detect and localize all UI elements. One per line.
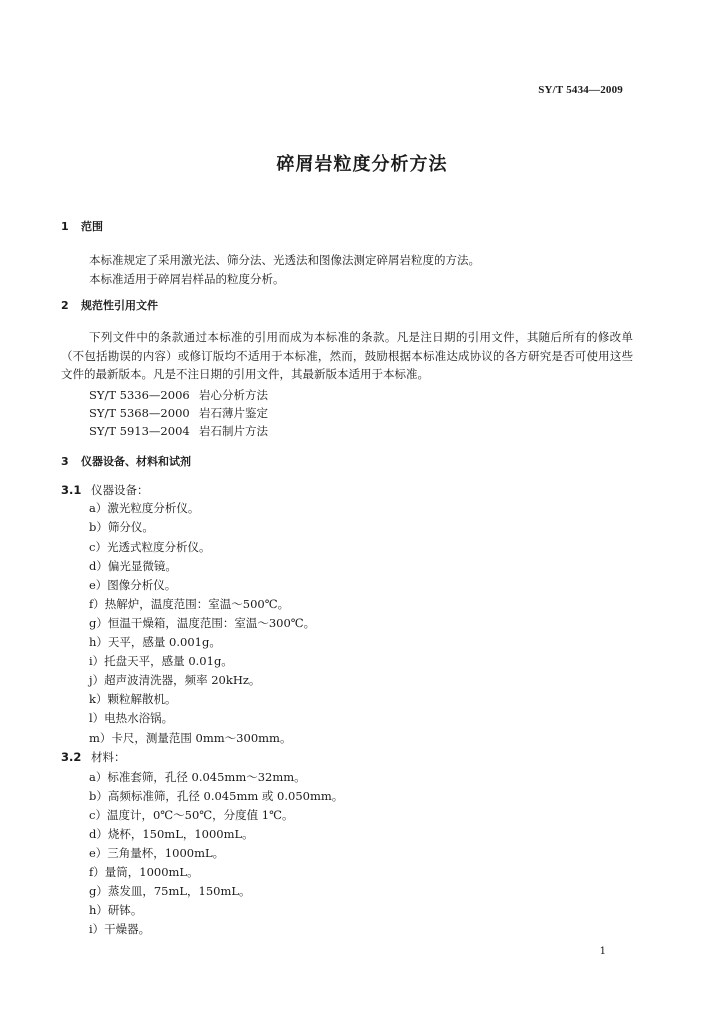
material-item: h）研钵。 bbox=[89, 903, 143, 917]
document-title: 碎屑岩粒度分析方法 bbox=[276, 154, 448, 175]
reference-code: SY/T 5913—2004 bbox=[89, 424, 190, 438]
equipment-item: k）颗粒解散机。 bbox=[89, 692, 177, 706]
section-number: 2 bbox=[61, 299, 69, 312]
scope-line: 本标准适用于碎屑岩样品的粒度分析。 bbox=[89, 272, 285, 286]
section-2-heading bbox=[61, 299, 158, 313]
section-title: 规范性引用文件 bbox=[81, 299, 158, 312]
normative-references-paragraph: 下列文件中的条款通过本标准的引用而成为本标准的条款。凡是注日期的引用文件，其随后所有的修改单（不包括勘误的内容）或修订版均不适用于本标准，然而，鼓励根据本标准达成协议的各方研究是否可使用这些文件的最新版本。凡是不注日期的引用文件，其最新版本适用于本标准。 bbox=[61, 330, 633, 381]
material-item: i）干燥器。 bbox=[89, 922, 151, 936]
subsection-3-1-heading bbox=[61, 483, 149, 497]
equipment-item: j）超声波清洗器，频率 20kHz。 bbox=[89, 673, 261, 687]
equipment-item: d）偏光显微镜。 bbox=[89, 559, 177, 573]
section-1-heading bbox=[61, 220, 103, 234]
equipment-item: a）激光粒度分析仪。 bbox=[89, 501, 200, 515]
page-number: 1 bbox=[599, 946, 606, 957]
reference-item bbox=[89, 424, 268, 438]
equipment-item: f）热解炉，温度范围：室温～500℃。 bbox=[89, 597, 290, 611]
subsection-number: 3.2 bbox=[61, 750, 82, 764]
subsection-title: 仪器设备： bbox=[91, 483, 149, 497]
material-item: e）三角量杯，1000mL。 bbox=[89, 846, 225, 860]
material-item: f）量筒，1000mL。 bbox=[89, 865, 199, 879]
material-item: d）烧杯，150mL，1000mL。 bbox=[89, 827, 254, 841]
reference-item bbox=[89, 406, 268, 420]
material-item: a）标准套筛，孔径 0.045mm～32mm。 bbox=[89, 770, 306, 784]
equipment-item: m）卡尺，测量范围 0mm～300mm。 bbox=[89, 731, 292, 745]
reference-code: SY/T 5336—2006 bbox=[89, 388, 190, 402]
section-title: 范围 bbox=[81, 220, 103, 233]
reference-name: 岩石薄片鉴定 bbox=[199, 406, 268, 420]
material-item: c）温度计，0℃～50℃，分度值 1℃。 bbox=[89, 808, 294, 822]
standard-code: SY/T 5434—2009 bbox=[538, 84, 623, 96]
section-number: 3 bbox=[61, 455, 69, 468]
equipment-item: g）恒温干燥箱，温度范围：室温～300℃。 bbox=[89, 616, 316, 630]
subsection-title: 材料： bbox=[91, 750, 126, 764]
section-number: 1 bbox=[61, 220, 69, 233]
equipment-item: c）光透式粒度分析仪。 bbox=[89, 540, 211, 554]
reference-code: SY/T 5368—2000 bbox=[89, 406, 190, 420]
equipment-item: l）电热水浴锅。 bbox=[89, 711, 174, 725]
reference-name: 岩石制片方法 bbox=[199, 424, 268, 438]
material-item: b）高频标准筛，孔径 0.045mm 或 0.050mm。 bbox=[89, 789, 344, 803]
scope-line: 本标准规定了采用激光法、筛分法、光透法和图像法测定碎屑岩粒度的方法。 bbox=[89, 253, 480, 267]
material-item: g）蒸发皿，75mL，150mL。 bbox=[89, 884, 251, 898]
equipment-item: b）筛分仪。 bbox=[89, 520, 154, 534]
equipment-item: i）托盘天平，感量 0.01g。 bbox=[89, 654, 233, 668]
section-3-heading bbox=[61, 455, 191, 469]
subsection-number: 3.1 bbox=[61, 483, 82, 497]
reference-item bbox=[89, 388, 268, 402]
section-title: 仪器设备、材料和试剂 bbox=[81, 455, 191, 468]
reference-name: 岩心分析方法 bbox=[199, 388, 268, 402]
subsection-3-2-heading bbox=[61, 750, 126, 764]
equipment-item: e）图像分析仪。 bbox=[89, 578, 177, 592]
equipment-item: h）天平，感量 0.001g。 bbox=[89, 635, 221, 649]
